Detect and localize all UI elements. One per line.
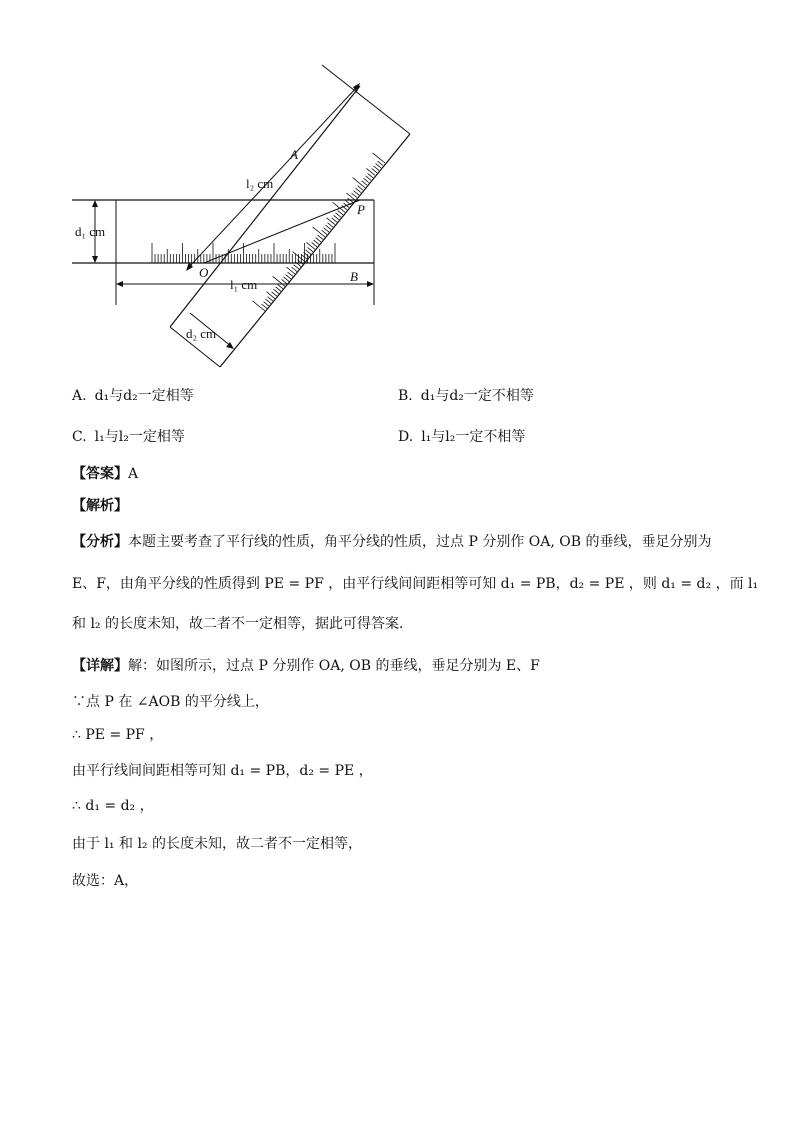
- slanted-ruler-tick: [352, 193, 357, 197]
- slanted-ruler-tick: [378, 161, 383, 165]
- slanted-ruler-tick: [318, 235, 323, 239]
- fenxi-line-3: [72, 613, 413, 633]
- d1-arrow-bottom: [92, 256, 98, 263]
- analysis-heading: [72, 495, 128, 515]
- slanted-ruler-tick: [286, 275, 291, 279]
- slanted-ruler-tick: [262, 304, 267, 308]
- slanted-ruler-tick: [264, 302, 269, 306]
- detail-text-6: 由于 l₁ 和 l₂ 的长度未知，故二者不一定相等，: [72, 836, 362, 852]
- detail-text-5: ∴ d₁ = d₂ ，: [72, 798, 154, 814]
- answer-tag: 【答案】: [72, 466, 128, 482]
- slanted-ruler-tick: [372, 168, 377, 172]
- label-O: O: [199, 265, 209, 280]
- option-a: [72, 385, 194, 405]
- slanted-ruler-tick: [274, 289, 279, 293]
- d1-arrow-top: [92, 200, 98, 207]
- slanted-ruler-tick: [368, 173, 373, 177]
- detail-text-2: ∵点 P 在 ∠AOB 的平分线上，: [72, 694, 269, 710]
- label-d1: d₁ cm: [75, 224, 106, 239]
- slanted-ruler-tick: [306, 250, 311, 254]
- option-b: [398, 385, 534, 405]
- slanted-ruler-tick: [313, 227, 325, 237]
- slanted-ruler-tick: [366, 176, 371, 180]
- label-l1: l₁ cm: [230, 277, 258, 292]
- slanted-ruler-tick: [326, 218, 335, 225]
- slanted-ruler-tick: [272, 292, 277, 296]
- slanted-ruler-right-edge: [220, 134, 410, 367]
- slanted-ruler-tick: [366, 168, 375, 175]
- ruler-figure: [60, 55, 430, 375]
- l1-arrow-left: [116, 281, 123, 287]
- slanted-ruler-tick: [266, 292, 275, 299]
- slanted-ruler-top-end: [322, 65, 410, 134]
- slanted-ruler-tick: [328, 223, 333, 227]
- fenxi-text-1: 本题主要考查了平行线的性质，角平分线的性质，过点 P 分别作 OA, OB 的垂线，垂足分别为: [128, 534, 712, 550]
- detail-line-7: [72, 870, 138, 890]
- detail-text-4: 由平行线间间距相等可知 d₁ = PB，d₂ = PE ，: [72, 763, 373, 779]
- slanted-ruler-tick: [286, 267, 295, 274]
- slanted-ruler-tick: [284, 277, 289, 281]
- slanted-ruler-tick: [288, 272, 293, 276]
- slanted-ruler-tick: [308, 247, 313, 251]
- option-a-text: d₁与d₂一定相等: [94, 388, 194, 404]
- fenxi-text-3: 和 l₂ 的长度未知，故二者不一定相等，据此可得答案．: [72, 616, 413, 632]
- fenxi-text-2: E、F，由角平分线的性质得到 PE = PF ，由平行线间间距相等可知 d₁ = PB，d₂ = PE ，则 d₁ = d₂ ，而 l₁: [72, 576, 759, 592]
- label-B: B: [350, 269, 358, 284]
- option-d: [398, 426, 525, 446]
- label-d2: d₂ cm: [186, 326, 217, 341]
- slanted-ruler-tick: [276, 287, 281, 291]
- option-c-text: l₁与l₂一定相等: [94, 429, 185, 445]
- fenxi-line-2: [72, 573, 758, 593]
- bisector-op: [204, 200, 360, 263]
- option-c: [72, 426, 185, 446]
- slanted-ruler-tick: [273, 276, 285, 286]
- answer-line: [72, 463, 138, 483]
- option-d-text: l₁与l₂一定不相等: [421, 429, 526, 445]
- detail-line-4: [72, 760, 373, 780]
- slanted-ruler-tick: [346, 193, 355, 200]
- slanted-ruler-tick: [253, 301, 265, 311]
- slanted-ruler-tick: [306, 242, 315, 249]
- slanted-ruler-tick: [314, 240, 319, 244]
- analysis-tag: 【解析】: [72, 498, 128, 514]
- detail-line-5: [72, 795, 154, 815]
- slanted-ruler-tick: [324, 228, 329, 232]
- fenxi-line-1: [72, 531, 711, 551]
- detail-line-1: [72, 655, 540, 675]
- slanted-ruler-tick: [362, 181, 367, 185]
- fenxi-tag: 【分析】: [72, 534, 128, 550]
- slanted-ruler-tick: [356, 188, 361, 192]
- slanted-ruler-tick: [373, 153, 385, 163]
- slanted-ruler-tick: [268, 297, 273, 301]
- ruler-diagram: [60, 55, 430, 375]
- option-a-letter: A.: [72, 388, 87, 404]
- slanted-ruler-left-edge: [170, 86, 360, 327]
- l1-arrow-right: [367, 281, 374, 287]
- slanted-ruler-tick: [364, 178, 369, 182]
- slanted-ruler-tick: [282, 279, 287, 283]
- label-P: P: [357, 202, 365, 217]
- option-b-text: d₁与d₂一定不相等: [420, 388, 534, 404]
- option-d-letter: D.: [398, 429, 414, 445]
- detail-text-1: 解：如图所示，过点 P 分别作 OA, OB 的垂线，垂足分别为 E、F: [128, 658, 540, 674]
- detail-line-3: [72, 724, 163, 744]
- slanted-ruler-tick: [338, 210, 343, 214]
- slanted-ruler-tick: [334, 215, 339, 219]
- slanted-ruler-tick: [278, 284, 283, 288]
- slanted-ruler-tick: [353, 178, 365, 188]
- slanted-ruler-tick: [316, 238, 321, 242]
- slanted-ruler-tick: [358, 186, 363, 190]
- detail-tag: 【详解】: [72, 658, 128, 674]
- slanted-ruler-tick: [336, 213, 341, 217]
- option-b-letter: B.: [398, 388, 413, 404]
- slanted-ruler-tick: [292, 267, 297, 271]
- slanted-ruler-tick: [332, 218, 337, 222]
- slanted-ruler-tick: [376, 164, 381, 168]
- label-A: A: [290, 147, 298, 162]
- answer-value: A: [128, 466, 139, 482]
- slanted-ruler-tick: [374, 166, 379, 170]
- slanted-ruler-tick: [326, 225, 331, 229]
- detail-text-3: ∴ PE = PF ，: [72, 727, 164, 743]
- slanted-ruler-tick: [266, 299, 271, 303]
- detail-line-6: [72, 833, 362, 853]
- slanted-ruler-tick: [354, 191, 359, 195]
- slanted-ruler-tick: [294, 265, 299, 269]
- slanted-ruler-tick: [322, 230, 327, 234]
- detail-line-2: [72, 691, 269, 711]
- slanted-ruler-tick: [312, 242, 317, 246]
- label-l2: l₂ cm: [246, 176, 274, 191]
- detail-text-7: 故选：A，: [72, 873, 139, 889]
- option-c-letter: C.: [72, 429, 87, 445]
